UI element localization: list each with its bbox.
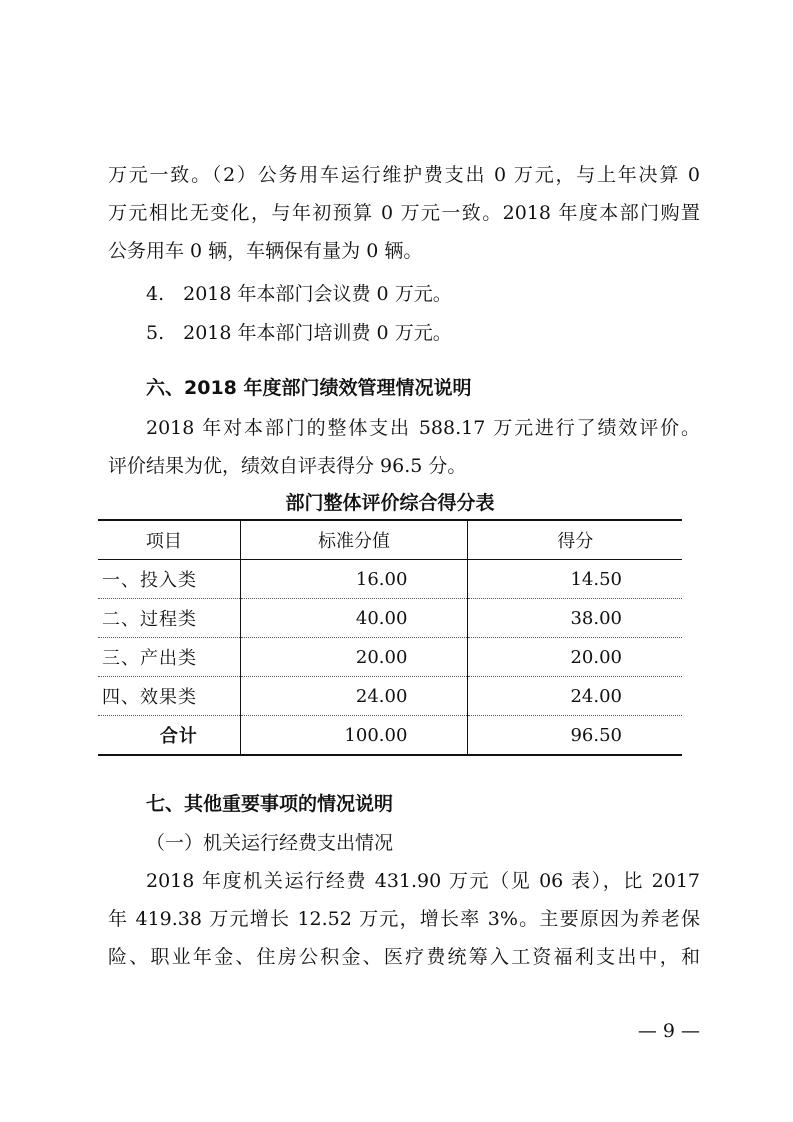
paragraph-line: 险、职业年金、住房公积金、医疗费统筹入工资福利支出中，和 (108, 946, 700, 968)
paragraph-line: 万元相比无变化，与年初预算 0 万元一致。2018 年度本部门购置 (108, 202, 700, 224)
table-title: 部门整体评价综合得分表 (285, 492, 495, 514)
section-heading: 七、其他重要事项的情况说明 (146, 793, 394, 815)
table-row (98, 638, 682, 677)
table-total-row (98, 716, 682, 756)
column-header: 标准分值 (240, 520, 468, 560)
table-cell: 四、效果类 (98, 677, 240, 716)
table-header-row (98, 520, 682, 560)
paragraph-line: 万元一致。（2）公务用车运行维护费支出 0 万元，与上年决算 0 (108, 164, 700, 186)
column-header: 项目 (98, 520, 240, 560)
table-cell: 14.50 (468, 560, 682, 599)
table-cell: 40.00 (240, 599, 468, 638)
table-cell: 20.00 (468, 638, 682, 677)
table-cell: 二、过程类 (98, 599, 240, 638)
table-row (98, 560, 682, 599)
list-item: 4. 2018 年本部门会议费 0 万元。 (146, 283, 452, 305)
subsection-heading: （一）机关运行经费支出情况 (146, 832, 394, 854)
table-cell: 一、投入类 (98, 560, 240, 599)
column-header: 得分 (468, 520, 682, 560)
total-label: 合计 (98, 716, 240, 756)
paragraph-line: 评价结果为优，绩效自评表得分 96.5 分。 (108, 455, 467, 477)
list-item: 5. 2018 年本部门培训费 0 万元。 (146, 322, 452, 344)
table-cell: 24.00 (468, 677, 682, 716)
table-cell: 24.00 (240, 677, 468, 716)
table-row (98, 599, 682, 638)
table-cell: 38.00 (468, 599, 682, 638)
paragraph-line: 2018 年对本部门的整体支出 588.17 万元进行了绩效评价。 (146, 417, 700, 439)
section-heading: 六、2018 年度部门绩效管理情况说明 (146, 377, 472, 399)
paragraph-line: 公务用车 0 辆，车辆保有量为 0 辆。 (108, 240, 423, 262)
table-cell: 16.00 (240, 560, 468, 599)
paragraph-line: 年 419.38 万元增长 12.52 万元，增长率 3%。主要原因为养老保 (108, 908, 700, 930)
paragraph-line: 2018 年度机关运行经费 431.90 万元（见 06 表），比 2017 (146, 870, 700, 892)
page-number: — 9 — (637, 1020, 700, 1042)
total-score: 96.50 (468, 716, 682, 756)
table-row (98, 677, 682, 716)
score-table (98, 519, 682, 756)
table-cell: 20.00 (240, 638, 468, 677)
table-cell: 三、产出类 (98, 638, 240, 677)
total-standard-score: 100.00 (240, 716, 468, 756)
